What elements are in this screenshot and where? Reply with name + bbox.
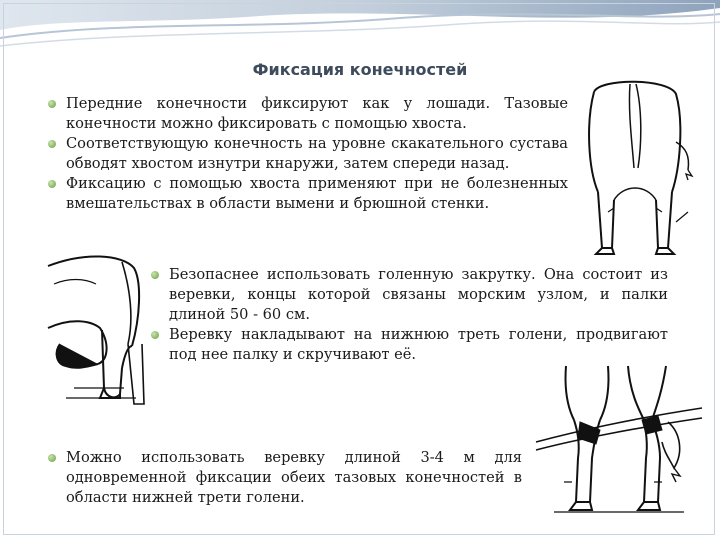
bullet-item bbox=[48, 94, 568, 134]
bullet-text: Безопаснее использовать голенную закрутку. Она состоит из веревки, концы которой связаны морским узлом, и палки длиной 50 - 60 см. bbox=[169, 266, 668, 323]
bullet-icon bbox=[48, 454, 56, 462]
bullet-item bbox=[151, 325, 668, 365]
bullet-item bbox=[151, 265, 668, 325]
bullet-icon bbox=[48, 180, 56, 188]
bullet-list-middle bbox=[151, 265, 668, 365]
bullet-item bbox=[48, 174, 568, 214]
bullet-text: Фиксацию с помощью хвоста применяют при не болезненных вмешательствах в области вымени и брюшной стенки. bbox=[66, 175, 568, 212]
bullet-icon bbox=[151, 271, 159, 279]
bullet-icon bbox=[48, 100, 56, 108]
bullet-text: Соответствующую конечность на уровне скакательного сустава обводят хвостом изнутри кнаружи, затем спереди назад. bbox=[66, 135, 568, 172]
bullet-item bbox=[48, 448, 522, 508]
bullet-text: Можно использовать веревку длиной 3-4 м для одновременной фиксации обеих тазовых конечностей в области нижней трети голени. bbox=[66, 449, 522, 506]
bullet-icon bbox=[48, 140, 56, 148]
bullet-list-top bbox=[48, 94, 568, 214]
cow-side-illustration bbox=[44, 248, 148, 424]
hind-legs-rope-illustration bbox=[534, 362, 704, 528]
bullet-item bbox=[48, 134, 568, 174]
bullet-icon bbox=[151, 331, 159, 339]
slide-title: Фиксация конечностей bbox=[252, 60, 468, 79]
bullet-list-bottom bbox=[48, 448, 522, 508]
bullet-text: Передние конечности фиксируют как у лошади. Тазовые конечности можно фиксировать с помощью хвоста. bbox=[66, 95, 568, 132]
cow-rear-illustration bbox=[572, 72, 698, 262]
bullet-text: Веревку накладывают на нижнюю треть голени, продвигают под нее палку и скручивают её. bbox=[169, 326, 668, 363]
